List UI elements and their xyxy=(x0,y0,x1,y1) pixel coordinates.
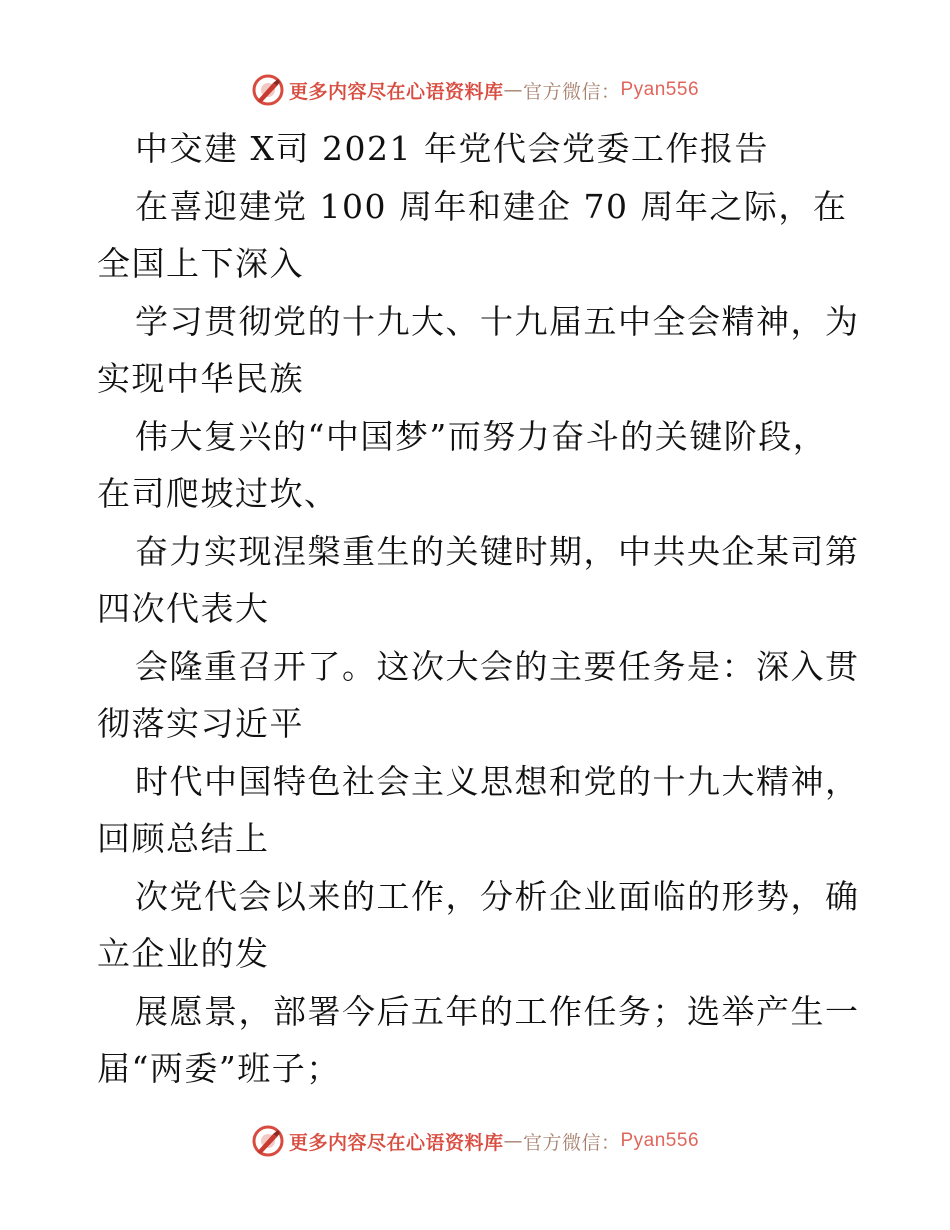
watermark-handle: Pyan556 xyxy=(620,1130,700,1151)
watermark-separator: — xyxy=(503,1130,523,1152)
document-title: 中交建 X司 2021 年党代会党委工作报告 xyxy=(135,129,769,168)
watermark-label: 官方微信： xyxy=(522,1131,621,1154)
watermark-banner-bottom xyxy=(0,1121,950,1161)
paragraph-line: 彻落实习近平 xyxy=(97,704,304,743)
paragraph-line: 回顾总结上 xyxy=(97,819,270,858)
paragraph-line: 在司爬坡过坎、 xyxy=(97,474,339,513)
paragraph-line: 展愿景，部署今后五年的工作任务；选举产生一 xyxy=(135,991,860,1031)
paragraph-line: 四次代表大 xyxy=(97,589,270,628)
watermark-main-text: 更多内容尽在心语资料库 xyxy=(288,80,504,103)
paragraph-line: 奋力实现涅槃重生的关键时期，中共央企某司第 xyxy=(135,531,860,571)
watermark-banner-top xyxy=(0,70,950,110)
paragraph-line: 在喜迎建党 100 周年和建企 70 周年之际，在 xyxy=(135,186,848,226)
paragraph-line: 学习贯彻党的十九大、十九届五中全会精神，为 xyxy=(135,301,860,341)
paragraph-line: 会隆重召开了。这次大会的主要任务是：深入贯 xyxy=(135,646,860,686)
watermark-main-text: 更多内容尽在心语资料库 xyxy=(288,1131,504,1154)
paragraph-line: 实现中华民族 xyxy=(97,359,304,398)
paragraph-line: 伟大复兴的“中国梦”而努力奋斗的关键阶段， xyxy=(135,416,828,456)
paragraph-line: 届“两委”班子； xyxy=(97,1049,341,1088)
paragraph-line: 时代中国特色社会主义思想和党的十九大精神， xyxy=(135,761,860,801)
paragraph-line: 全国上下深入 xyxy=(97,244,304,283)
watermark-handle: Pyan556 xyxy=(620,79,700,100)
paragraph-line: 立企业的发 xyxy=(97,934,270,973)
paragraph-line: 次党代会以来的工作，分析企业面临的形势，确 xyxy=(135,876,860,916)
logo-icon xyxy=(251,1124,285,1158)
watermark-separator: — xyxy=(503,79,523,101)
document-body xyxy=(97,120,860,1098)
logo-icon xyxy=(251,73,285,107)
watermark-label: 官方微信： xyxy=(522,80,621,103)
